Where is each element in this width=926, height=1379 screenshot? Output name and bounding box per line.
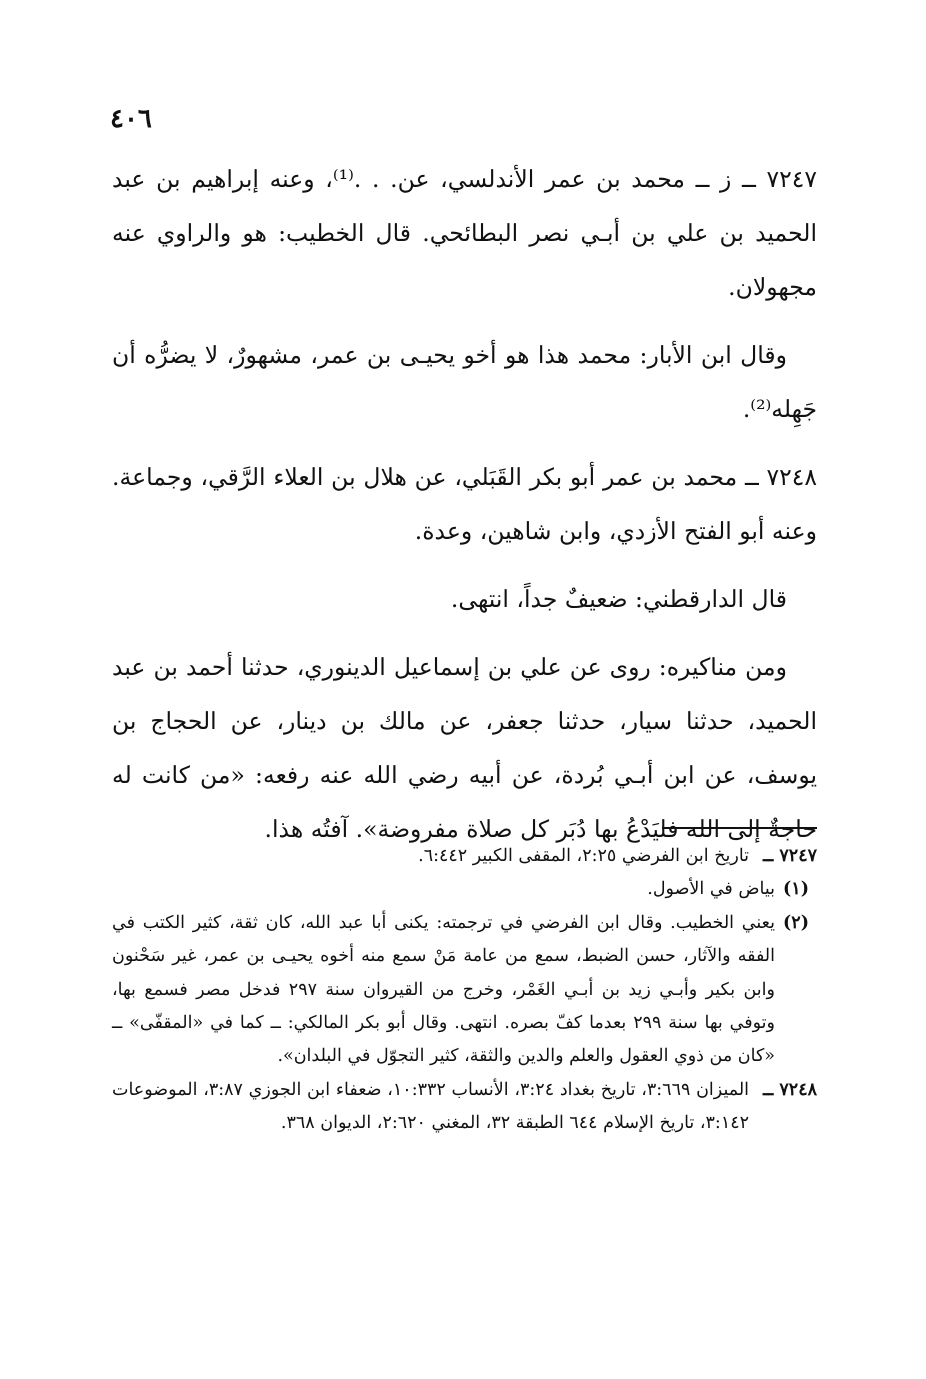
entry-7247: ٧٢٤٧ ــ ز ــ محمد بن عمر الأندلسي، عن. . .⁽¹⁾، وعنه إبراهيم بن عبد الحميد بن علي بن أبـي نصر البطائحي. قال الخطيب: هو والراوي عنه مجهولان.: [112, 165, 817, 301]
footnote-1: [112, 873, 817, 906]
page-number: ٤٠٦: [110, 104, 152, 134]
footnote-label: (١): [783, 879, 809, 900]
footnote-separator: [662, 827, 817, 829]
footnote-text: تاريخ ابن الفرضي ٢:٢٥، المقفى الكبير ٦:٤٤٢.: [418, 846, 750, 866]
footnotes: [112, 840, 817, 1141]
entry-7248: ٧٢٤٨ ــ محمد بن عمر أبو بكر القَبَلي، عن هلال بن العلاء الرَّقي، وجماعة. وعنه أبو الفتح الأزدي، وابن شاهين، وعدة.: [112, 463, 817, 545]
footnote-label: ٧٢٤٨ ــ: [763, 1079, 817, 1100]
footnote-text: الميزان ٣:٦٦٩، تاريخ بغداد ٣:٢٤، الأنساب ١٠:٣٣٢، ضعفاء ابن الجوزي ٣:٨٧، الموضوعات ٣:١٤٢، تاريخ الإسلام ٦٤٤ الطبقة ٣٢، المغني ٢:٦٢٠، الديوان ٣٦٨.: [112, 1079, 750, 1134]
daraqutni-comment: قال الدارقطني: ضعيفٌ جداً، انتهى.: [450, 585, 787, 613]
main-text: [112, 152, 817, 870]
manakir-paragraph: ومن مناكيره: روى عن علي بن إسماعيل الدينوري، حدثنا أحمد بن عبد الحميد، حدثنا سيار، حدثنا جعفر، عن مالك بن دينار، عن الحجاج بن يوسف، عن ابن أبـي بُردة، عن أبيه رضي الله عنه رفعه: «من كانت له حاجةٌ إلى الله فليَدْعُ بها دُبَر كل صلاة مفروضة». آفتُه هذا.: [112, 653, 817, 843]
footnote-text: يعني الخطيب. وقال ابن الفرضي في ترجمته: يكنى أبا عبد الله، كان ثقة، كثير الكتب في الفقه والآثار، حسن الضبط، سمع من عامة مَنْ سمع منه أخوه يحيـى بن عمر، غير سَحْنون وابن بكير وأبـي زيد بن أبـي الغَمْر، وخرج من القيروان سنة ٢٩٧ فدخل مصر فسمع بها، وتوفي بها سنة ٢٩٩ بعدما كفّ بصره. انتهى. وقال أبو بكر المالكي: ــ كما في «المقفّى» ــ «كان من ذوي العقول والعلم والدين والثقة، كثير التجوّل في البلدان».: [112, 912, 775, 1067]
footnote-7247-sources: [112, 840, 817, 873]
footnote-7248-sources: [112, 1074, 817, 1141]
footnote-2: [112, 907, 817, 1074]
footnote-label: (٢): [783, 912, 809, 933]
footnote-label: ٧٢٤٧ ــ: [763, 846, 817, 866]
footnote-text: بياض في الأصول.: [647, 879, 775, 900]
ibn-al-abbar-comment: وقال ابن الأبار: محمد هذا هو أخو يحيـى بن عمر، مشهورٌ، لا يضرُّه أن جَهِله⁽²⁾.: [112, 341, 817, 423]
